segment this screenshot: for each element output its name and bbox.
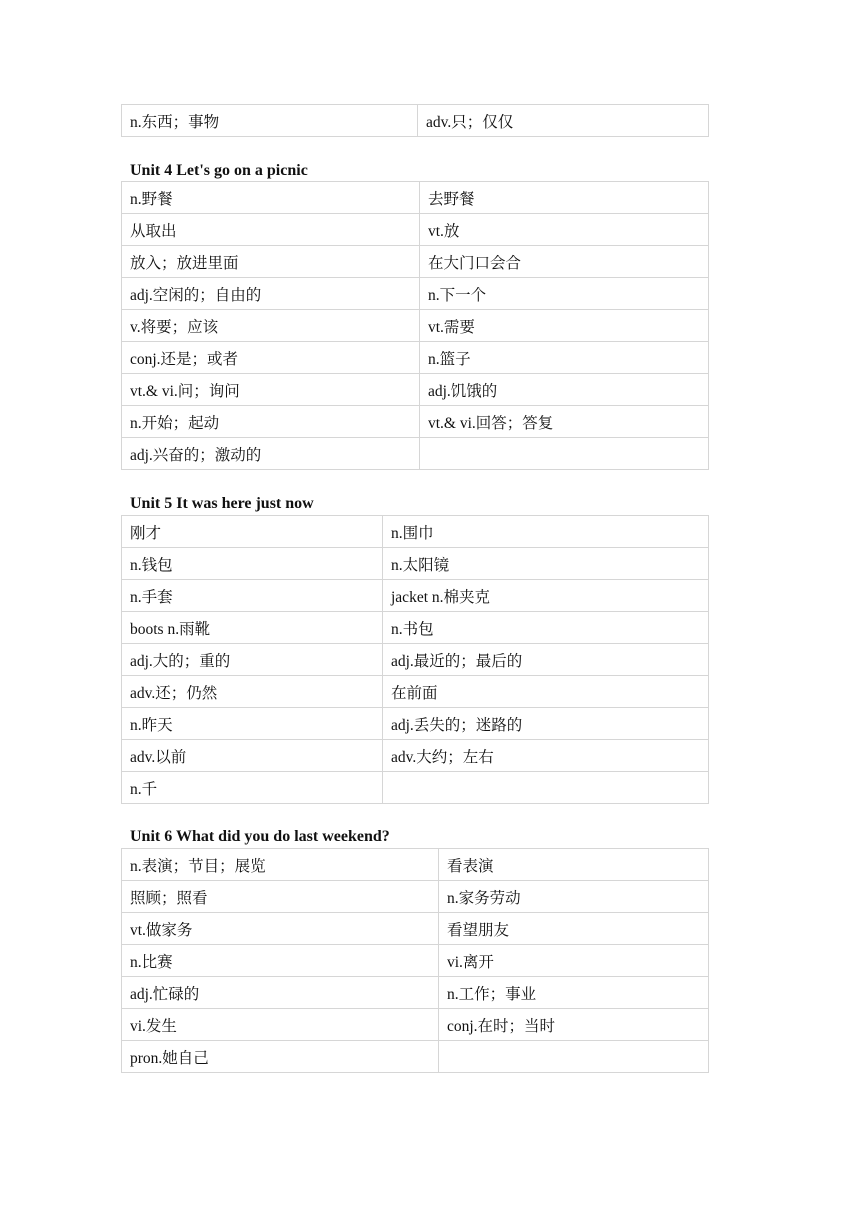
table-cell: [383, 772, 709, 804]
table-cell: n.野餐: [122, 182, 420, 214]
table-row: [122, 406, 709, 438]
vocab-table-continued: [121, 104, 709, 137]
table-cell: adv.只；仅仅: [418, 105, 709, 137]
unit-4-title: Unit 4 Let's go on a picnic: [130, 162, 308, 179]
table-cell: adv.以前: [122, 740, 383, 772]
table-row: [122, 548, 709, 580]
table-cell: 在大门口会合: [420, 246, 709, 278]
table-cell: 去野餐: [420, 182, 709, 214]
table-cell: n.东西；事物: [122, 105, 418, 137]
table-cell: n.下一个: [420, 278, 709, 310]
table-cell: vt.放: [420, 214, 709, 246]
table-row: [122, 740, 709, 772]
table-row: [122, 310, 709, 342]
table-cell: 放入；放进里面: [122, 246, 420, 278]
table-row: [122, 676, 709, 708]
table-cell: n.家务劳动: [439, 881, 709, 913]
table-row: [122, 1009, 709, 1041]
table-row: [122, 342, 709, 374]
table-cell: vt.& vi.问；询问: [122, 374, 420, 406]
table-cell: adj.兴奋的；激动的: [122, 438, 420, 470]
unit-4-vocab-table: [121, 181, 709, 470]
table-cell: conj.还是；或者: [122, 342, 420, 374]
table-row: [122, 214, 709, 246]
table-cell: adj.最近的；最后的: [383, 644, 709, 676]
table-row: [122, 580, 709, 612]
unit-6-vocab-table: [121, 848, 709, 1073]
table-cell: 在前面: [383, 676, 709, 708]
table-cell: boots n.雨靴: [122, 612, 383, 644]
table-row: [122, 644, 709, 676]
table-cell: n.篮子: [420, 342, 709, 374]
table-cell: adv.还；仍然: [122, 676, 383, 708]
table-cell: adj.饥饿的: [420, 374, 709, 406]
table-row: [122, 977, 709, 1009]
table-cell: n.太阳镜: [383, 548, 709, 580]
table-cell: n.昨天: [122, 708, 383, 740]
table-row: [122, 945, 709, 977]
table-cell: adj.大的；重的: [122, 644, 383, 676]
table-cell: n.比赛: [122, 945, 439, 977]
table-row: [122, 772, 709, 804]
table-cell: [420, 438, 709, 470]
table-cell: vt.需要: [420, 310, 709, 342]
table-cell: n.书包: [383, 612, 709, 644]
table-cell: v.将要；应该: [122, 310, 420, 342]
table-row: [122, 438, 709, 470]
table-cell: jacket n.棉夹克: [383, 580, 709, 612]
table-row: [122, 105, 709, 137]
table-cell: n.工作；事业: [439, 977, 709, 1009]
table-cell: adj.空闲的；自由的: [122, 278, 420, 310]
table-cell: pron.她自己: [122, 1041, 439, 1073]
table-row: [122, 881, 709, 913]
table-cell: 看表演: [439, 849, 709, 881]
table-cell: n.钱包: [122, 548, 383, 580]
table-row: [122, 913, 709, 945]
table-row: [122, 182, 709, 214]
table-row: [122, 246, 709, 278]
table-cell: conj.在时；当时: [439, 1009, 709, 1041]
table-cell: vi.离开: [439, 945, 709, 977]
table-cell: n.围巾: [383, 516, 709, 548]
table-row: [122, 516, 709, 548]
table-row: [122, 849, 709, 881]
table-cell: vt.做家务: [122, 913, 439, 945]
table-cell: 照顾；照看: [122, 881, 439, 913]
table-cell: 看望朋友: [439, 913, 709, 945]
table-cell: 刚才: [122, 516, 383, 548]
table-cell: n.开始；起动: [122, 406, 420, 438]
table-cell: adj.丢失的；迷路的: [383, 708, 709, 740]
table-row: [122, 278, 709, 310]
unit-5-title: Unit 5 It was here just now: [130, 495, 314, 512]
unit-6-title: Unit 6 What did you do last weekend?: [130, 828, 390, 845]
table-cell: n.千: [122, 772, 383, 804]
unit-5-vocab-table: [121, 515, 709, 804]
table-cell: vt.& vi.回答；答复: [420, 406, 709, 438]
table-row: [122, 374, 709, 406]
table-cell: adj.忙碌的: [122, 977, 439, 1009]
table-cell: vi.发生: [122, 1009, 439, 1041]
table-cell: adv.大约；左右: [383, 740, 709, 772]
table-cell: n.手套: [122, 580, 383, 612]
table-cell: n.表演；节目；展览: [122, 849, 439, 881]
table-cell: [439, 1041, 709, 1073]
table-row: [122, 1041, 709, 1073]
table-row: [122, 612, 709, 644]
table-cell: 从取出: [122, 214, 420, 246]
table-row: [122, 708, 709, 740]
